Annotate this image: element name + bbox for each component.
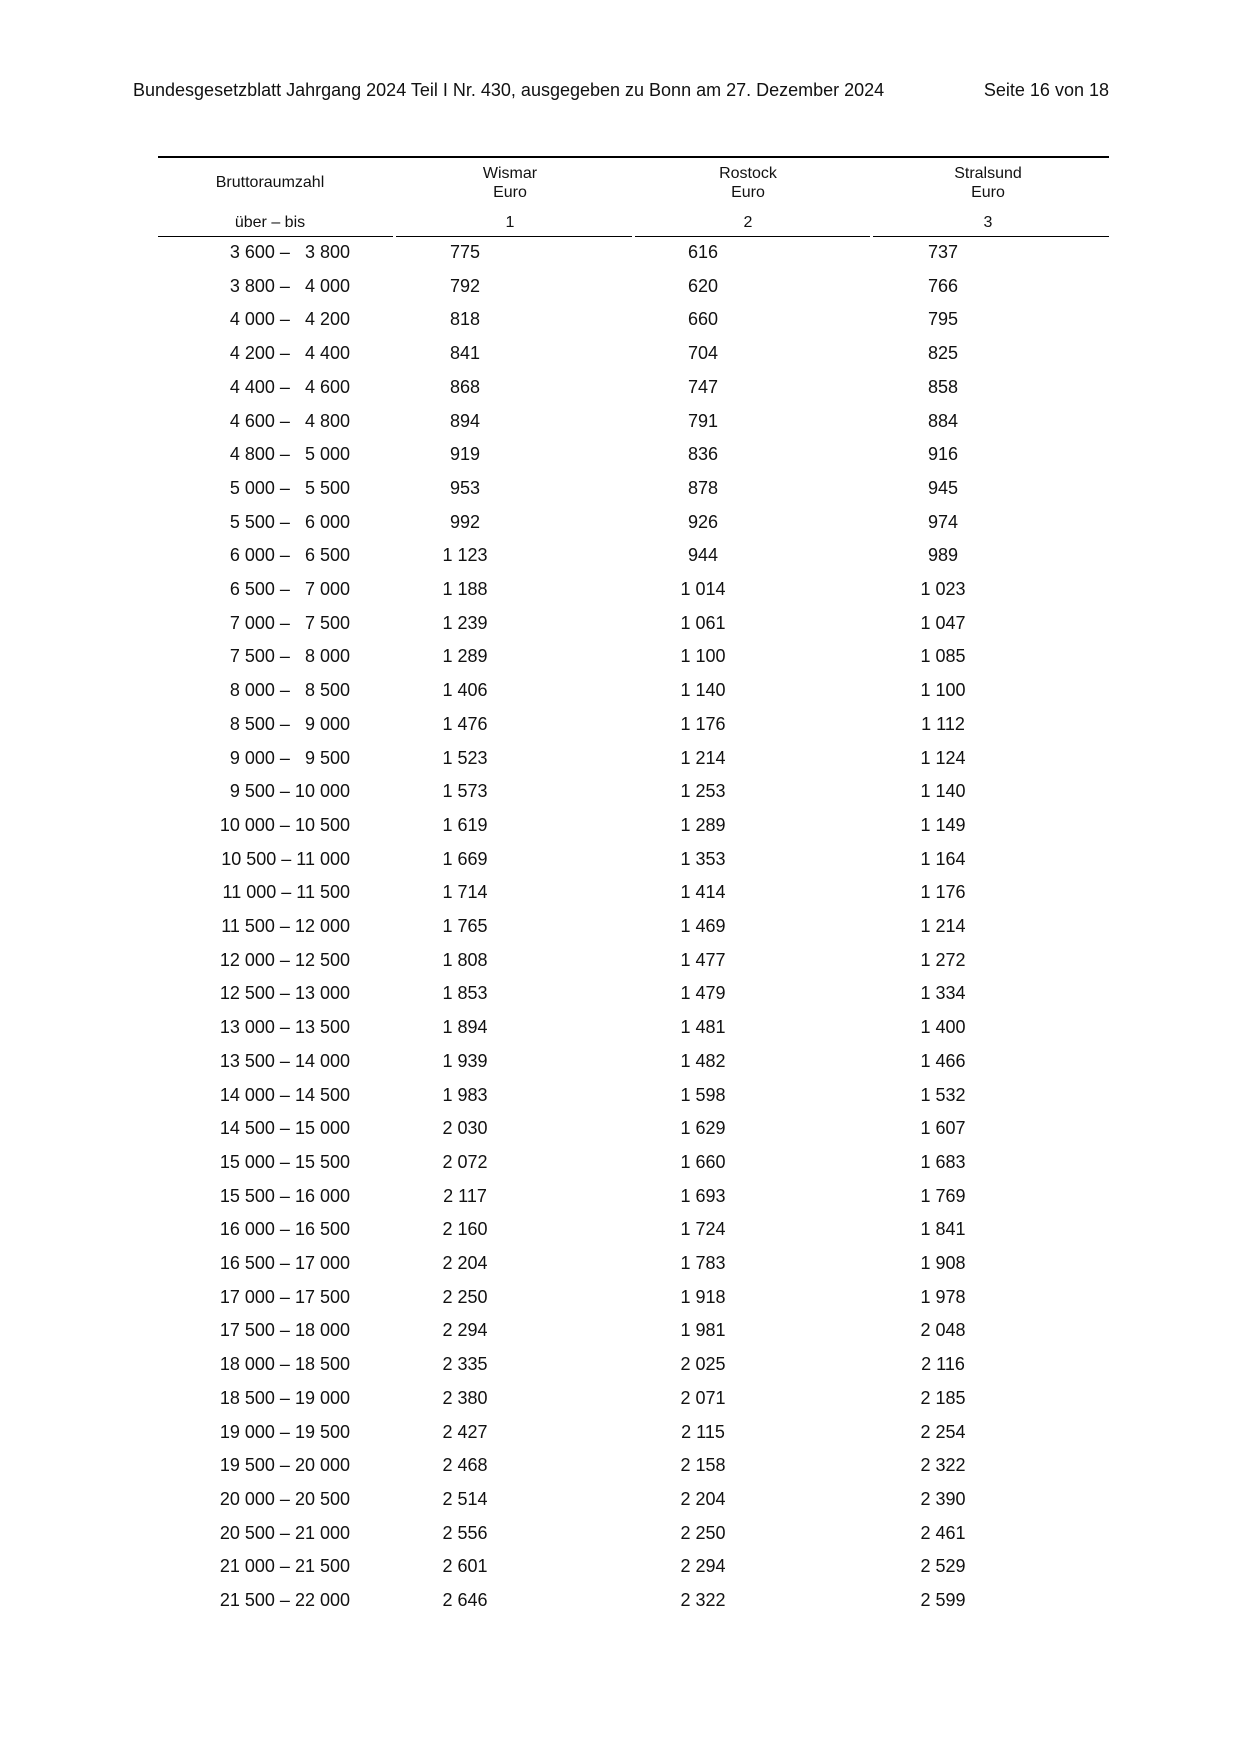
rostock-cell: 878	[687, 477, 719, 498]
wismar-cell: 2 556	[442, 1522, 488, 1543]
wismar-cell: 1 239	[442, 612, 488, 633]
wismar-cell: 953	[449, 477, 481, 498]
stralsund-cell: 1 400	[920, 1017, 966, 1038]
rostock-cell: 616	[687, 242, 719, 262]
stralsund-cell: 1 124	[920, 747, 966, 768]
wismar-cell: 1 853	[442, 983, 488, 1004]
stralsund-cell: 916	[927, 444, 959, 465]
table-row	[0, 1586, 1241, 1620]
range-cell: 11 500 – 12 000	[221, 916, 350, 936]
rostock-cell: 2 294	[680, 1556, 726, 1577]
table-row	[0, 878, 1241, 912]
rostock-cell: 747	[687, 376, 719, 397]
header-rule-segment	[873, 236, 1109, 237]
range-cell: 18 000 – 18 500	[219, 1354, 350, 1375]
table-row	[0, 811, 1241, 845]
col-number-1: 1	[505, 214, 515, 231]
wismar-cell: 818	[449, 309, 481, 330]
wismar-cell: 775	[449, 242, 481, 262]
rostock-cell: 1 479	[680, 983, 726, 1004]
wismar-cell: 2 601	[442, 1556, 488, 1577]
range-cell: 13 500 – 14 000	[219, 1050, 350, 1071]
rostock-cell: 2 158	[680, 1455, 726, 1476]
table-row	[0, 676, 1241, 710]
rostock-cell: 1 660	[680, 1151, 726, 1172]
rostock-cell: 1 214	[680, 747, 726, 768]
range-cell: 4 400 – 4 600	[229, 376, 350, 397]
range-cell: 4 600 – 4 800	[229, 410, 350, 431]
table-row	[0, 1451, 1241, 1485]
range-cell: 16 500 – 17 000	[219, 1253, 350, 1273]
stralsund-cell: 1 466	[920, 1050, 966, 1071]
wismar-cell: 2 294	[442, 1320, 488, 1341]
table-row	[0, 1215, 1241, 1249]
wismar-cell: 1 983	[442, 1084, 488, 1105]
wismar-cell: 868	[449, 376, 481, 397]
wismar-cell: 919	[449, 444, 481, 465]
table-row	[0, 1114, 1241, 1148]
stralsund-cell: 1 085	[920, 646, 966, 667]
wismar-cell: 1 714	[442, 882, 488, 903]
stralsund-cell: 974	[927, 511, 959, 532]
stralsund-cell: 737	[927, 242, 959, 262]
table-row	[0, 979, 1241, 1013]
rostock-cell: 836	[687, 444, 719, 465]
wismar-cell: 2 030	[442, 1118, 488, 1139]
table-row	[0, 1047, 1241, 1081]
table-row	[0, 1418, 1241, 1452]
stralsund-cell: 1 140	[920, 781, 966, 802]
stralsund-cell: 945	[927, 477, 959, 498]
wismar-cell: 992	[449, 511, 481, 532]
wismar-cell: 841	[449, 343, 481, 364]
table-row	[0, 1350, 1241, 1384]
gazette-title: Bundesgesetzblatt Jahrgang 2024 Teil I Nr. 430, ausgegeben zu Bonn am 27. Dezember 2024	[133, 80, 885, 100]
wismar-cell: 894	[449, 410, 481, 431]
table-row	[0, 440, 1241, 474]
table-row	[0, 912, 1241, 946]
stralsund-cell: 1 532	[920, 1084, 966, 1105]
stralsund-cell: 1 149	[920, 814, 966, 835]
rostock-cell: 1 629	[680, 1118, 726, 1139]
stralsund-cell: 1 683	[920, 1151, 966, 1172]
wismar-cell: 792	[449, 275, 481, 296]
stralsund-cell: 1 607	[920, 1118, 966, 1139]
wismar-cell: 1 523	[442, 747, 488, 768]
rostock-cell: 1 477	[680, 949, 726, 970]
rostock-cell: 2 025	[680, 1354, 726, 1375]
table-row	[0, 541, 1241, 575]
rostock-cell: 2 204	[680, 1488, 726, 1509]
col-unit: Euro	[731, 184, 765, 201]
range-cell: 20 500 – 21 000	[219, 1522, 350, 1543]
wismar-cell: 1 188	[442, 579, 488, 599]
stralsund-cell: 1 214	[920, 916, 966, 936]
stralsund-cell: 1 841	[920, 1219, 966, 1240]
wismar-cell: 1 619	[442, 814, 488, 835]
rostock-cell: 660	[687, 309, 719, 330]
table-row	[0, 1081, 1241, 1115]
range-cell: 11 000 – 11 500	[222, 882, 350, 903]
stralsund-cell: 1 978	[920, 1286, 966, 1307]
table-row	[0, 575, 1241, 609]
range-cell: 17 000 – 17 500	[219, 1286, 350, 1307]
col-label: Rostock	[719, 165, 777, 182]
table-row	[0, 710, 1241, 744]
table-row	[0, 474, 1241, 508]
table-row	[0, 1384, 1241, 1418]
range-cell: 19 500 – 20 000	[219, 1455, 350, 1476]
wismar-cell: 1 476	[442, 713, 488, 734]
table-row	[0, 1013, 1241, 1047]
wismar-cell: 2 646	[442, 1590, 488, 1610]
stralsund-cell: 2 461	[920, 1522, 966, 1543]
range-cell: 5 500 – 6 000	[229, 511, 350, 532]
range-cell: 10 500 – 11 000	[221, 848, 350, 869]
range-cell: 5 000 – 5 500	[229, 477, 350, 498]
range-cell: 8 000 – 8 500	[229, 680, 350, 701]
range-cell: 12 000 – 12 500	[219, 949, 350, 970]
wismar-cell: 1 669	[442, 848, 488, 869]
col-header-stralsund	[908, 164, 1068, 202]
page-header	[133, 80, 1109, 104]
stralsund-cell: 1 100	[920, 680, 966, 701]
table-row	[0, 777, 1241, 811]
range-cell: 17 500 – 18 000	[219, 1320, 350, 1341]
table-row	[0, 1283, 1241, 1317]
table-row	[0, 1182, 1241, 1216]
rostock-cell: 1 481	[680, 1017, 726, 1038]
range-cell: 20 000 – 20 500	[219, 1488, 350, 1509]
col-header-wismar	[430, 164, 590, 202]
range-cell: 7 500 – 8 000	[229, 646, 350, 667]
stralsund-cell: 825	[927, 343, 959, 364]
header-rule-segment	[635, 236, 870, 237]
rostock-cell: 1 253	[680, 781, 726, 802]
table-row	[0, 744, 1241, 778]
table-row	[0, 609, 1241, 643]
stralsund-cell: 989	[927, 545, 959, 566]
table-row	[0, 1249, 1241, 1283]
wismar-cell: 2 117	[443, 1185, 487, 1206]
table-row	[0, 642, 1241, 676]
table-row	[0, 373, 1241, 407]
rostock-cell: 620	[687, 275, 719, 296]
rostock-cell: 1 100	[680, 646, 726, 667]
col-number-2: 2	[743, 214, 753, 231]
wismar-cell: 1 894	[442, 1017, 488, 1038]
stralsund-cell: 1 047	[920, 612, 966, 633]
range-cell: 4 200 – 4 400	[229, 343, 350, 364]
wismar-cell: 2 072	[442, 1151, 488, 1172]
stralsund-cell: 1 023	[920, 579, 966, 599]
range-cell: 7 000 – 7 500	[229, 612, 350, 633]
rostock-cell: 1 469	[680, 916, 726, 936]
col-header-bruttoraumzahl	[190, 173, 350, 192]
stralsund-cell: 1 908	[920, 1253, 966, 1273]
rostock-cell: 926	[687, 511, 719, 532]
wismar-cell: 2 335	[442, 1354, 488, 1375]
range-cell: 3 800 – 4 000	[229, 275, 350, 296]
wismar-cell: 2 160	[442, 1219, 488, 1240]
table-row	[0, 1519, 1241, 1553]
range-cell: 4 800 – 5 000	[229, 444, 350, 465]
table-row	[0, 1552, 1241, 1586]
rostock-cell: 1 693	[680, 1185, 726, 1206]
wismar-cell: 2 427	[442, 1421, 488, 1442]
rostock-cell: 2 115	[681, 1421, 725, 1442]
table-row	[0, 1316, 1241, 1350]
header-rule-segment	[158, 236, 393, 237]
table-row	[0, 1485, 1241, 1519]
rostock-cell: 1 724	[680, 1219, 726, 1240]
col-unit: Euro	[971, 184, 1005, 201]
range-cell: 4 000 – 4 200	[229, 309, 350, 330]
rostock-cell: 2 322	[680, 1590, 726, 1610]
stralsund-cell: 858	[927, 376, 959, 397]
wismar-cell: 1 406	[442, 680, 488, 701]
stralsund-cell: 795	[927, 309, 959, 330]
range-cell: 10 000 – 10 500	[219, 814, 350, 835]
range-cell: 18 500 – 19 000	[219, 1387, 350, 1408]
page-number: Seite 16 von 18	[983, 80, 1109, 100]
col-label: Wismar	[482, 165, 538, 182]
rostock-cell: 2 071	[680, 1387, 726, 1408]
rostock-cell: 704	[687, 343, 719, 364]
col-number-range: über – bis	[234, 214, 306, 231]
range-cell: 21 500 – 22 000	[219, 1590, 350, 1610]
stralsund-cell: 766	[927, 275, 959, 296]
stralsund-cell: 884	[927, 410, 959, 431]
wismar-cell: 2 468	[442, 1455, 488, 1476]
rostock-cell: 944	[687, 545, 719, 566]
rostock-cell: 1 061	[680, 612, 726, 633]
table-row	[0, 1148, 1241, 1182]
range-cell: 8 500 – 9 000	[229, 713, 350, 734]
rostock-cell: 1 981	[680, 1320, 726, 1341]
stralsund-cell: 2 048	[920, 1320, 966, 1341]
wismar-cell: 1 939	[442, 1050, 488, 1071]
stralsund-cell: 2 599	[920, 1590, 966, 1610]
wismar-cell: 2 250	[442, 1286, 488, 1307]
col-label: Bruttoraumzahl	[215, 174, 325, 191]
range-cell: 13 000 – 13 500	[219, 1017, 350, 1038]
rostock-cell: 1 918	[680, 1286, 726, 1307]
range-cell: 15 000 – 15 500	[219, 1151, 350, 1172]
stralsund-cell: 2 254	[920, 1421, 966, 1442]
table-row	[0, 946, 1241, 980]
rostock-cell: 1 414	[680, 882, 726, 903]
stralsund-cell: 1 176	[920, 882, 966, 903]
range-cell: 6 000 – 6 500	[229, 545, 350, 566]
stralsund-cell: 2 116	[921, 1354, 965, 1375]
table-top-rule	[158, 156, 1109, 158]
wismar-cell: 2 204	[442, 1253, 488, 1273]
table-row	[0, 305, 1241, 339]
range-cell: 16 000 – 16 500	[219, 1219, 350, 1240]
range-cell: 21 000 – 21 500	[219, 1556, 350, 1577]
rostock-cell: 1 140	[680, 680, 726, 701]
wismar-cell: 2 514	[442, 1488, 488, 1509]
col-unit: Euro	[493, 184, 527, 201]
stralsund-cell: 1 112	[921, 713, 965, 734]
range-cell: 14 500 – 15 000	[219, 1118, 350, 1139]
stralsund-cell: 1 164	[920, 848, 966, 869]
table-row	[0, 272, 1241, 306]
wismar-cell: 1 123	[442, 545, 488, 566]
header-rule-segment	[396, 236, 632, 237]
range-cell: 9 500 – 10 000	[229, 781, 350, 802]
rostock-cell: 1 014	[680, 579, 726, 599]
table-row	[0, 407, 1241, 441]
col-number-3: 3	[983, 214, 993, 231]
rostock-cell: 1 598	[680, 1084, 726, 1105]
rostock-cell: 2 250	[680, 1522, 726, 1543]
stralsund-cell: 1 334	[920, 983, 966, 1004]
table-row	[0, 339, 1241, 373]
range-cell: 12 500 – 13 000	[219, 983, 350, 1004]
rostock-cell: 1 176	[680, 713, 726, 734]
stralsund-cell: 1 272	[920, 949, 966, 970]
wismar-cell: 1 765	[442, 916, 488, 936]
table-row	[0, 238, 1241, 272]
rostock-cell: 1 783	[680, 1253, 726, 1273]
wismar-cell: 1 289	[442, 646, 488, 667]
table-row	[0, 845, 1241, 879]
rostock-cell: 1 289	[680, 814, 726, 835]
stralsund-cell: 2 390	[920, 1488, 966, 1509]
col-label: Stralsund	[954, 165, 1022, 182]
range-cell: 14 000 – 14 500	[219, 1084, 350, 1105]
range-cell: 3 600 – 3 800	[229, 242, 350, 262]
stralsund-cell: 2 529	[920, 1556, 966, 1577]
range-cell: 19 000 – 19 500	[219, 1421, 350, 1442]
wismar-cell: 2 380	[442, 1387, 488, 1408]
table-row	[0, 508, 1241, 542]
wismar-cell: 1 808	[442, 949, 488, 970]
stralsund-cell: 2 185	[920, 1387, 966, 1408]
range-cell: 6 500 – 7 000	[229, 579, 350, 599]
wismar-cell: 1 573	[442, 781, 488, 802]
rostock-cell: 1 353	[680, 848, 726, 869]
range-cell: 9 000 – 9 500	[229, 747, 350, 768]
col-header-rostock	[668, 164, 828, 202]
rostock-cell: 791	[687, 410, 719, 431]
stralsund-cell: 2 322	[920, 1455, 966, 1476]
range-cell: 15 500 – 16 000	[219, 1185, 350, 1206]
stralsund-cell: 1 769	[920, 1185, 966, 1206]
rostock-cell: 1 482	[680, 1050, 726, 1071]
